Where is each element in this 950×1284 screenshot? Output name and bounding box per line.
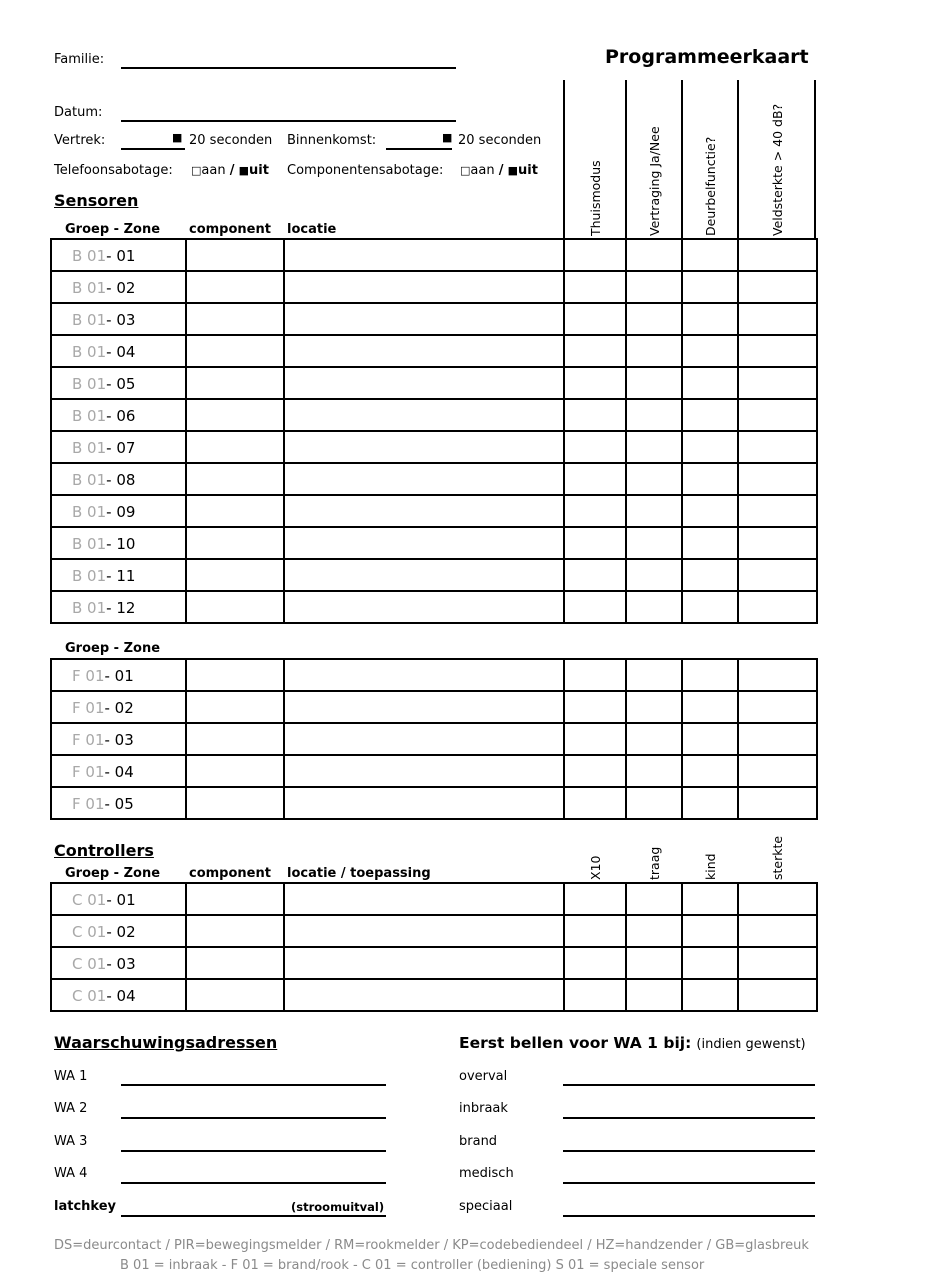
bellen-field[interactable] bbox=[563, 1084, 815, 1086]
table-cell[interactable] bbox=[682, 463, 738, 495]
table-cell[interactable] bbox=[564, 303, 626, 335]
zone-cell bbox=[51, 527, 186, 559]
table-cell[interactable] bbox=[738, 463, 817, 495]
group-prefix: C 01 bbox=[72, 955, 107, 973]
zone-cell bbox=[51, 787, 186, 819]
table-row bbox=[51, 659, 817, 691]
zone-number: - 07 bbox=[106, 439, 136, 457]
zone-number: - 02 bbox=[106, 923, 136, 941]
table-cell[interactable] bbox=[564, 591, 626, 623]
table-cell[interactable] bbox=[186, 559, 284, 591]
table-cell[interactable] bbox=[284, 559, 564, 591]
table-cell[interactable] bbox=[682, 527, 738, 559]
table-cell[interactable] bbox=[284, 431, 564, 463]
telefoonsabotage-options[interactable]: □aan / ■uit bbox=[191, 163, 269, 178]
zone-cell bbox=[51, 559, 186, 591]
table-cell[interactable] bbox=[186, 367, 284, 399]
table-cell[interactable] bbox=[738, 979, 817, 1011]
componentensabotage-options[interactable]: □aan / ■uit bbox=[460, 163, 538, 178]
table-cell[interactable] bbox=[626, 271, 682, 303]
header-divider bbox=[625, 80, 627, 239]
table-cell[interactable] bbox=[682, 915, 738, 947]
table-row bbox=[51, 271, 817, 303]
table-cell[interactable] bbox=[284, 463, 564, 495]
vert-header-traag: traag bbox=[647, 846, 662, 880]
group-prefix: C 01 bbox=[72, 987, 107, 1005]
table-cell[interactable] bbox=[738, 659, 817, 691]
table-cell[interactable] bbox=[564, 947, 626, 979]
bellen-label: inbraak bbox=[459, 1101, 508, 1116]
table-row bbox=[51, 463, 817, 495]
table-cell[interactable] bbox=[564, 723, 626, 755]
bellen-field[interactable] bbox=[563, 1117, 815, 1119]
zone-cell bbox=[51, 659, 186, 691]
zone-cell bbox=[51, 271, 186, 303]
table-cell[interactable] bbox=[186, 527, 284, 559]
sensoren-table bbox=[50, 238, 818, 624]
zone-number: - 11 bbox=[106, 567, 136, 585]
vert-header-thuismodus: Thuismodus bbox=[588, 160, 603, 236]
table-cell[interactable] bbox=[186, 723, 284, 755]
table-cell[interactable] bbox=[564, 559, 626, 591]
filled-square-icon: ■ bbox=[507, 164, 519, 177]
zone-cell bbox=[51, 495, 186, 527]
bellen-label: medisch bbox=[459, 1166, 514, 1181]
group-prefix: F 01 bbox=[72, 763, 105, 781]
table-cell[interactable] bbox=[186, 691, 284, 723]
table-cell[interactable] bbox=[682, 271, 738, 303]
zone-number: - 04 bbox=[104, 763, 134, 781]
bellen-field[interactable] bbox=[563, 1150, 815, 1152]
table-cell[interactable] bbox=[682, 399, 738, 431]
table-cell[interactable] bbox=[564, 659, 626, 691]
table-cell[interactable] bbox=[738, 367, 817, 399]
controllers-col-groep: Groep - Zone bbox=[65, 866, 161, 881]
waarschuwing-title: Waarschuwingsadressen bbox=[54, 1033, 278, 1052]
zone-cell bbox=[51, 303, 186, 335]
table-cell[interactable] bbox=[186, 979, 284, 1011]
brand-table bbox=[50, 658, 818, 820]
group-prefix: B 01 bbox=[72, 343, 107, 361]
datum-label: Datum: bbox=[54, 105, 103, 120]
table-cell[interactable] bbox=[682, 495, 738, 527]
table-cell[interactable] bbox=[738, 883, 817, 915]
table-cell[interactable] bbox=[186, 463, 284, 495]
table-cell[interactable] bbox=[284, 303, 564, 335]
wa-label: WA 2 bbox=[54, 1101, 88, 1116]
zone-cell bbox=[51, 947, 186, 979]
table-cell[interactable] bbox=[284, 527, 564, 559]
table-cell[interactable] bbox=[284, 335, 564, 367]
table-cell[interactable] bbox=[626, 755, 682, 787]
zone-cell bbox=[51, 979, 186, 1011]
group-prefix: F 01 bbox=[72, 699, 105, 717]
wa-label: WA 3 bbox=[54, 1134, 88, 1149]
bellen-label: brand bbox=[459, 1134, 498, 1149]
zone-cell bbox=[51, 915, 186, 947]
group-prefix: B 01 bbox=[72, 279, 107, 297]
vert-header-veldsterkte: Veldsterkte > 40 dB? bbox=[770, 103, 785, 236]
zone-number: - 10 bbox=[106, 535, 136, 553]
table-row bbox=[51, 495, 817, 527]
header-divider bbox=[814, 80, 816, 239]
zone-cell bbox=[51, 399, 186, 431]
bellen-label: speciaal bbox=[459, 1199, 513, 1214]
table-cell[interactable] bbox=[682, 947, 738, 979]
controllers-col-component: component bbox=[189, 866, 271, 881]
group-prefix: B 01 bbox=[72, 471, 107, 489]
bellen-field[interactable] bbox=[563, 1182, 815, 1184]
sensoren-col-component: component bbox=[189, 222, 271, 237]
zone-number: - 09 bbox=[106, 503, 136, 521]
table-cell[interactable] bbox=[284, 915, 564, 947]
zone-number: - 03 bbox=[104, 731, 134, 749]
zone-cell bbox=[51, 691, 186, 723]
table-cell[interactable] bbox=[626, 399, 682, 431]
vertrek-label: Vertrek: bbox=[54, 133, 106, 148]
componentensabotage-label: Componentensabotage: bbox=[287, 163, 444, 178]
table-cell[interactable] bbox=[682, 335, 738, 367]
zone-number: - 02 bbox=[104, 699, 134, 717]
table-cell[interactable] bbox=[186, 431, 284, 463]
zone-cell bbox=[51, 883, 186, 915]
zone-number: - 05 bbox=[106, 375, 136, 393]
table-row bbox=[51, 559, 817, 591]
table-cell[interactable] bbox=[626, 883, 682, 915]
zone-number: - 03 bbox=[106, 311, 136, 329]
table-cell[interactable] bbox=[564, 399, 626, 431]
zone-cell bbox=[51, 755, 186, 787]
binnenkomst-value: 20 seconden bbox=[458, 133, 542, 148]
table-cell[interactable] bbox=[626, 559, 682, 591]
table-cell[interactable] bbox=[738, 431, 817, 463]
bellen-label: overval bbox=[459, 1069, 508, 1084]
table-cell[interactable] bbox=[564, 431, 626, 463]
table-cell[interactable] bbox=[626, 335, 682, 367]
zone-number: - 01 bbox=[104, 667, 134, 685]
table-cell[interactable] bbox=[626, 915, 682, 947]
table-cell[interactable] bbox=[682, 883, 738, 915]
table-row bbox=[51, 367, 817, 399]
zone-number: - 01 bbox=[106, 247, 136, 265]
table-cell[interactable] bbox=[284, 755, 564, 787]
table-cell[interactable] bbox=[284, 239, 564, 271]
table-cell[interactable] bbox=[738, 239, 817, 271]
table-cell[interactable] bbox=[738, 399, 817, 431]
group-prefix: B 01 bbox=[72, 567, 107, 585]
zone-cell bbox=[51, 723, 186, 755]
table-cell[interactable] bbox=[564, 463, 626, 495]
binnenkomst-field[interactable] bbox=[386, 148, 452, 150]
table-cell[interactable] bbox=[682, 979, 738, 1011]
table-cell[interactable] bbox=[564, 367, 626, 399]
vert-header-kind: kind bbox=[703, 853, 718, 880]
table-row bbox=[51, 787, 817, 819]
table-cell[interactable] bbox=[682, 755, 738, 787]
table-cell[interactable] bbox=[626, 691, 682, 723]
table-cell[interactable] bbox=[626, 431, 682, 463]
table-row bbox=[51, 979, 817, 1011]
latchkey-label: latchkey bbox=[54, 1199, 116, 1214]
table-cell[interactable] bbox=[626, 527, 682, 559]
eerst-bellen-heading bbox=[459, 1033, 806, 1052]
table-cell[interactable] bbox=[682, 591, 738, 623]
vertrek-field[interactable] bbox=[121, 148, 185, 150]
table-cell[interactable] bbox=[284, 591, 564, 623]
eerst-bellen-title: Eerst bellen voor WA 1 bij: bbox=[459, 1034, 692, 1052]
group-prefix: B 01 bbox=[72, 247, 107, 265]
empty-square-icon: □ bbox=[460, 164, 471, 177]
table-cell[interactable] bbox=[284, 495, 564, 527]
zone-number: - 12 bbox=[106, 599, 136, 617]
zone-cell bbox=[51, 431, 186, 463]
table-cell[interactable] bbox=[564, 691, 626, 723]
group-prefix: F 01 bbox=[72, 667, 105, 685]
table-cell[interactable] bbox=[564, 787, 626, 819]
table-cell[interactable] bbox=[738, 271, 817, 303]
table-cell[interactable] bbox=[564, 527, 626, 559]
table-cell[interactable] bbox=[738, 691, 817, 723]
table-cell[interactable] bbox=[738, 335, 817, 367]
table-cell[interactable] bbox=[738, 591, 817, 623]
table-cell[interactable] bbox=[738, 495, 817, 527]
zone-number: - 06 bbox=[106, 407, 136, 425]
sensoren-col-groep: Groep - Zone bbox=[65, 222, 161, 237]
table-cell[interactable] bbox=[738, 915, 817, 947]
footer-legend: DS=deurcontact / PIR=bewegingsmelder / RM=rookmelder / KP=codebediendeel / HZ=handzender / GB=glasbreuk bbox=[54, 1238, 809, 1253]
group-prefix: B 01 bbox=[72, 439, 107, 457]
table-cell[interactable] bbox=[682, 239, 738, 271]
zone-number: - 02 bbox=[106, 279, 136, 297]
table-cell[interactable] bbox=[564, 239, 626, 271]
table-cell[interactable] bbox=[186, 303, 284, 335]
table-cell[interactable] bbox=[186, 947, 284, 979]
table-cell[interactable] bbox=[284, 883, 564, 915]
zone-cell bbox=[51, 239, 186, 271]
controllers-col-locatie: locatie / toepassing bbox=[287, 866, 431, 881]
table-cell[interactable] bbox=[682, 691, 738, 723]
table-cell[interactable] bbox=[284, 979, 564, 1011]
table-cell[interactable] bbox=[186, 755, 284, 787]
table-row bbox=[51, 527, 817, 559]
zone-number: - 04 bbox=[106, 343, 136, 361]
familie-label: Familie: bbox=[54, 52, 105, 67]
bellen-field[interactable] bbox=[563, 1215, 815, 1217]
table-cell[interactable] bbox=[284, 367, 564, 399]
table-row bbox=[51, 947, 817, 979]
group-prefix: B 01 bbox=[72, 407, 107, 425]
footer-groups: B 01 = inbraak - F 01 = brand/rook - C 01 = controller (bediening) S 01 = speciale sensor bbox=[120, 1258, 705, 1273]
table-cell[interactable] bbox=[626, 723, 682, 755]
table-cell[interactable] bbox=[284, 723, 564, 755]
group-prefix: C 01 bbox=[72, 923, 107, 941]
table-cell[interactable] bbox=[564, 755, 626, 787]
wa-field[interactable] bbox=[121, 1182, 386, 1184]
filled-square-icon: ■ bbox=[238, 164, 250, 177]
table-row bbox=[51, 431, 817, 463]
table-cell[interactable] bbox=[738, 559, 817, 591]
binnenkomst-label: Binnenkomst: bbox=[287, 133, 377, 148]
controllers-table bbox=[50, 882, 818, 1012]
table-cell[interactable] bbox=[186, 399, 284, 431]
table-cell[interactable] bbox=[186, 239, 284, 271]
header-divider bbox=[681, 80, 683, 239]
table-cell[interactable] bbox=[626, 463, 682, 495]
controllers-title: Controllers bbox=[54, 841, 154, 860]
table-cell[interactable] bbox=[626, 367, 682, 399]
table-cell[interactable] bbox=[186, 335, 284, 367]
table-cell[interactable] bbox=[284, 399, 564, 431]
table-cell[interactable] bbox=[626, 787, 682, 819]
eerst-bellen-note: (indien gewenst) bbox=[696, 1037, 806, 1052]
table-cell[interactable] bbox=[738, 723, 817, 755]
table-cell[interactable] bbox=[564, 883, 626, 915]
group-prefix: F 01 bbox=[72, 731, 105, 749]
group-prefix: B 01 bbox=[72, 375, 107, 393]
empty-square-icon: □ bbox=[191, 164, 202, 177]
table-row bbox=[51, 755, 817, 787]
table-cell[interactable] bbox=[564, 271, 626, 303]
table-row bbox=[51, 239, 817, 271]
wa-field[interactable] bbox=[121, 1084, 386, 1086]
table-row bbox=[51, 691, 817, 723]
table-cell[interactable] bbox=[284, 947, 564, 979]
table-cell[interactable] bbox=[626, 591, 682, 623]
binnenkomst-square-icon: ■ bbox=[442, 131, 453, 144]
table-cell[interactable] bbox=[186, 659, 284, 691]
brand-col-groep: Groep - Zone bbox=[65, 641, 161, 656]
group-prefix: B 01 bbox=[72, 311, 107, 329]
wa-field[interactable] bbox=[121, 1150, 386, 1152]
wa-label: WA 4 bbox=[54, 1166, 88, 1181]
table-row bbox=[51, 399, 817, 431]
zone-number: - 01 bbox=[106, 891, 136, 909]
sensoren-col-locatie: locatie bbox=[287, 222, 337, 237]
table-row bbox=[51, 883, 817, 915]
table-row bbox=[51, 303, 817, 335]
table-cell[interactable] bbox=[682, 787, 738, 819]
zone-number: - 05 bbox=[104, 795, 134, 813]
table-cell[interactable] bbox=[682, 659, 738, 691]
vert-header-vertraging: Vertraging Ja/Nee bbox=[647, 126, 662, 236]
vertrek-value: 20 seconden bbox=[189, 133, 273, 148]
vertrek-square-icon: ■ bbox=[172, 131, 183, 144]
vert-header-deurbel: Deurbelfunctie? bbox=[703, 136, 718, 236]
table-row bbox=[51, 723, 817, 755]
table-cell[interactable] bbox=[682, 303, 738, 335]
zone-cell bbox=[51, 367, 186, 399]
datum-field[interactable] bbox=[121, 120, 456, 122]
table-cell[interactable] bbox=[186, 271, 284, 303]
table-cell[interactable] bbox=[626, 947, 682, 979]
page-title: Programmeerkaart bbox=[605, 46, 809, 68]
table-cell[interactable] bbox=[186, 495, 284, 527]
table-cell[interactable] bbox=[284, 271, 564, 303]
group-prefix: C 01 bbox=[72, 891, 107, 909]
table-cell[interactable] bbox=[738, 303, 817, 335]
table-row bbox=[51, 335, 817, 367]
table-cell[interactable] bbox=[738, 787, 817, 819]
table-cell[interactable] bbox=[682, 559, 738, 591]
vert-header-x10: X10 bbox=[588, 855, 603, 880]
group-prefix: F 01 bbox=[72, 795, 105, 813]
table-cell[interactable] bbox=[626, 979, 682, 1011]
table-cell[interactable] bbox=[186, 883, 284, 915]
table-cell[interactable] bbox=[564, 979, 626, 1011]
sensoren-title: Sensoren bbox=[54, 191, 139, 210]
table-cell[interactable] bbox=[682, 431, 738, 463]
familie-field[interactable] bbox=[121, 67, 456, 69]
wa-label: WA 1 bbox=[54, 1069, 88, 1084]
zone-cell bbox=[51, 463, 186, 495]
table-cell[interactable] bbox=[186, 915, 284, 947]
zone-number: - 03 bbox=[106, 955, 136, 973]
table-cell[interactable] bbox=[626, 659, 682, 691]
table-row bbox=[51, 915, 817, 947]
group-prefix: B 01 bbox=[72, 503, 107, 521]
table-cell[interactable] bbox=[564, 335, 626, 367]
table-cell[interactable] bbox=[738, 947, 817, 979]
table-cell[interactable] bbox=[284, 659, 564, 691]
zone-cell bbox=[51, 335, 186, 367]
zone-number: - 08 bbox=[106, 471, 136, 489]
table-row bbox=[51, 591, 817, 623]
latchkey-field[interactable] bbox=[121, 1215, 386, 1217]
table-cell[interactable] bbox=[626, 303, 682, 335]
group-prefix: B 01 bbox=[72, 599, 107, 617]
vert-header-sterkte: sterkte bbox=[770, 835, 785, 880]
table-cell[interactable] bbox=[738, 755, 817, 787]
table-cell[interactable] bbox=[626, 495, 682, 527]
table-cell[interactable] bbox=[284, 787, 564, 819]
group-prefix: B 01 bbox=[72, 535, 107, 553]
telefoonsabotage-label: Telefoonsabotage: bbox=[54, 163, 173, 178]
table-cell[interactable] bbox=[284, 691, 564, 723]
table-cell[interactable] bbox=[682, 723, 738, 755]
table-cell[interactable] bbox=[564, 915, 626, 947]
zone-number: - 04 bbox=[106, 987, 136, 1005]
table-cell[interactable] bbox=[738, 527, 817, 559]
header-divider bbox=[737, 80, 739, 239]
table-cell[interactable] bbox=[186, 591, 284, 623]
stroomuitval-label: (stroomuitval) bbox=[291, 1200, 385, 1214]
table-cell[interactable] bbox=[682, 367, 738, 399]
table-cell[interactable] bbox=[564, 495, 626, 527]
header-divider bbox=[563, 80, 565, 239]
zone-cell bbox=[51, 591, 186, 623]
table-cell[interactable] bbox=[626, 239, 682, 271]
table-cell[interactable] bbox=[186, 787, 284, 819]
wa-field[interactable] bbox=[121, 1117, 386, 1119]
